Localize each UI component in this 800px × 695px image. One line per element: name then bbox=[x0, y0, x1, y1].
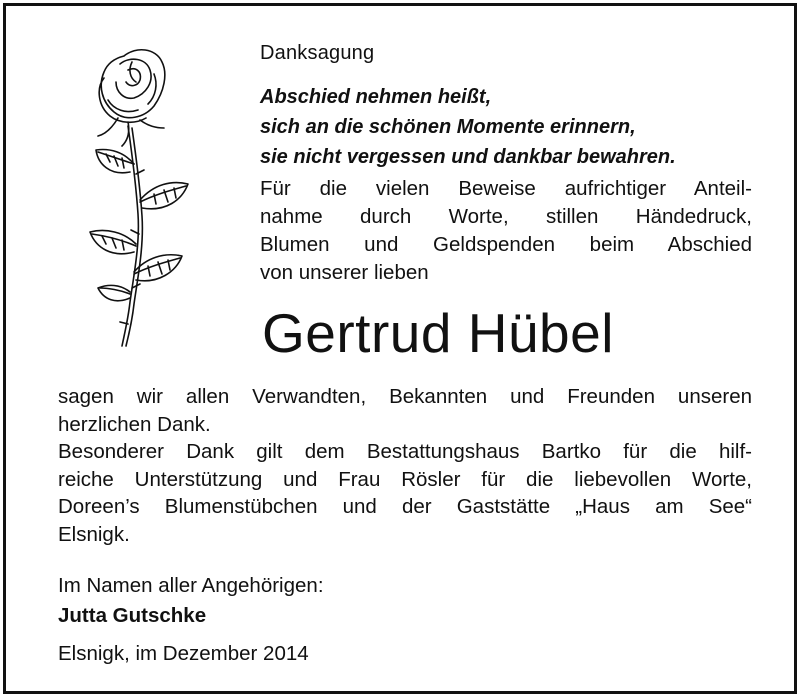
quote-line: sie nicht vergessen und dankbar bewahren. bbox=[260, 146, 676, 168]
intro-line: Blumen und Geldspenden beim Abschied bbox=[260, 233, 752, 256]
body-line: herzlichen Dank. bbox=[58, 412, 211, 436]
body-line: Doreen’s Blumenstübchen und der Gaststätte „Haus am See“ bbox=[58, 495, 752, 518]
quote-line: sich an die schönen Momente erinnern, bbox=[260, 116, 636, 138]
body-line: Elsnigk. bbox=[58, 522, 130, 546]
rose-icon bbox=[84, 44, 196, 349]
quote-line: Abschied nehmen heißt, bbox=[260, 86, 492, 108]
intro-line: nahme durch Worte, stillen Händedruck, bbox=[260, 205, 752, 228]
body-line: Besonderer Dank gilt dem Bestattungshaus Bartko für die hilf- bbox=[58, 440, 752, 463]
notice-heading: Danksagung bbox=[260, 42, 375, 64]
memorial-quote bbox=[260, 82, 676, 172]
intro-line: Für die vielen Beweise aufrichtiger Anteil- bbox=[260, 177, 752, 200]
thanks-paragraph bbox=[58, 383, 752, 548]
place-date: Elsnigk, im Dezember 2014 bbox=[58, 642, 309, 665]
intro-paragraph bbox=[260, 175, 752, 287]
closing-block bbox=[58, 571, 324, 669]
body-line: sagen wir allen Verwandten, Bekannten und Freunden unseren bbox=[58, 385, 752, 408]
obituary-notice bbox=[3, 3, 797, 694]
closing-line: Im Namen aller Angehörigen: bbox=[58, 574, 324, 597]
deceased-name: Gertrud Hübel bbox=[262, 302, 614, 364]
body-line: reiche Unterstützung und Frau Rösler für die liebevollen Worte, bbox=[58, 467, 752, 491]
intro-line: von unserer lieben bbox=[260, 261, 429, 284]
signature: Jutta Gutschke bbox=[58, 604, 207, 627]
